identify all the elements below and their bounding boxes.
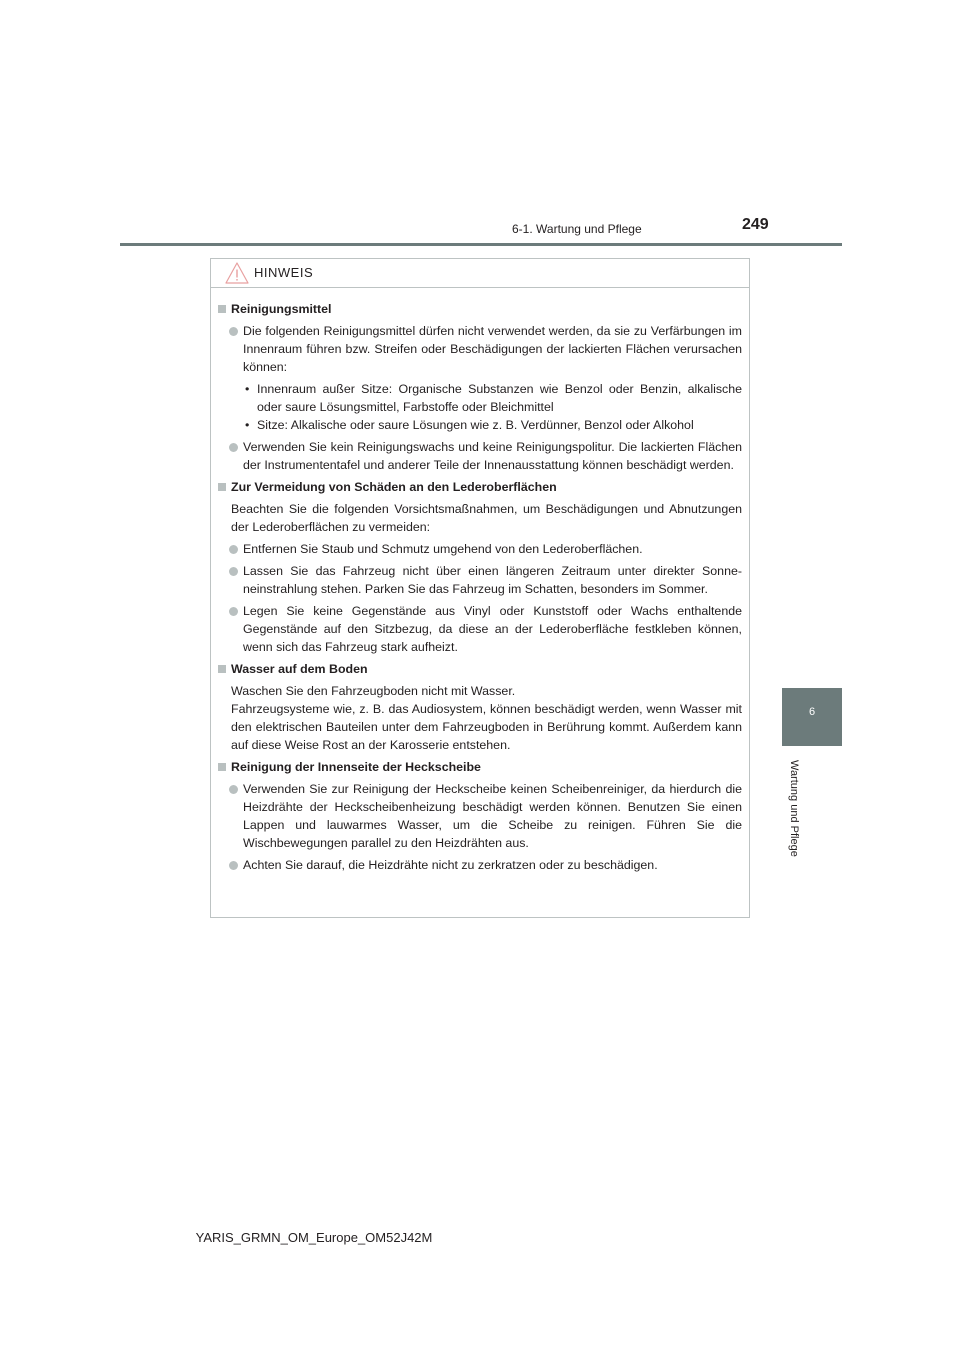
warning-triangle-icon bbox=[225, 262, 249, 284]
section-heading-text: Wasser auf dem Boden bbox=[231, 662, 368, 676]
notice-title: HINWEIS bbox=[254, 265, 314, 280]
section-title: 6-1. Wartung und Pflege bbox=[512, 222, 642, 236]
circle-bullet-icon bbox=[229, 785, 238, 794]
dot-bullet-icon: • bbox=[245, 418, 250, 432]
circle-bullet-icon bbox=[229, 567, 238, 576]
section-heading bbox=[218, 300, 742, 318]
chapter-tab bbox=[782, 688, 842, 746]
chapter-number: 6 bbox=[808, 706, 816, 718]
circle-bullet-icon bbox=[229, 443, 238, 452]
circle-bullet-icon bbox=[229, 607, 238, 616]
square-bullet-icon bbox=[218, 483, 226, 491]
list-item bbox=[218, 540, 742, 558]
circle-bullet-icon bbox=[229, 545, 238, 554]
list-item-text: Die folgenden Reinigungsmittel dürfen nicht verwendet werden, da sie zu Verfärbungen im Innenraum führen bzw. Streifen oder Beschädigungen der lackierten Flächen verursachen können: bbox=[243, 324, 742, 374]
circle-bullet-icon bbox=[229, 327, 238, 336]
section-heading bbox=[218, 758, 742, 776]
circle-bullet-icon bbox=[229, 861, 238, 870]
page-number: 249 bbox=[742, 216, 769, 233]
paragraph: Fahrzeugsysteme wie, z. B. das Audiosystem, können beschädigt werden, wenn Wasser mit den elektrischen Bauteilen unter dem Fahrzeugboden in Berührung kommt. Außerdem kann auf diese Weise Rost an der Karosserie entstehen. bbox=[231, 702, 742, 752]
sub-list-item-text: Innenraum außer Sitze: Organische Substanzen wie Benzol oder Benzin, alkalische oder saure Lösungsmittel, Farbstoffe oder Bleichmittel bbox=[257, 382, 742, 414]
list-item-text: Achten Sie darauf, die Heizdrähte nicht zu zerkratzen oder zu beschädigen. bbox=[243, 858, 658, 872]
paragraph: Waschen Sie den Fahrzeugboden nicht mit Wasser. bbox=[231, 684, 516, 698]
list-item-text: Entfernen Sie Staub und Schmutz umgehend von den Lederoberflächen. bbox=[243, 542, 643, 556]
header-rule bbox=[120, 243, 842, 246]
square-bullet-icon bbox=[218, 305, 226, 313]
list-item-text: Lassen Sie das Fahrzeug nicht über einen längeren Zeitraum unter direkter Sonneneinstrahlung stehen. Parken Sie das Fahrzeug im Schatten, besonders im Sommer. bbox=[243, 564, 742, 596]
list-item bbox=[218, 780, 742, 852]
paragraph: Beachten Sie die folgenden Vorsichtsmaßnahmen, um Beschädigungen und Abnutzungen der Lederoberflächen zu vermeiden: bbox=[231, 502, 742, 534]
list-item bbox=[218, 562, 742, 598]
square-bullet-icon bbox=[218, 763, 226, 771]
notice-body bbox=[211, 288, 749, 874]
sub-list-item-text: Sitze: Alkalische oder saure Lösungen wie z. B. Verdünner, Benzol oder Alkohol bbox=[257, 418, 694, 432]
list-item bbox=[218, 856, 742, 874]
list-item-text: Legen Sie keine Gegenstände aus Vinyl oder Kunststoff oder Wachs enthaltende Gegenstände auf den Sitzbezug, da diese an der Lederoberfläche festkleben können, wenn sich das Fahrzeug stark aufheizt. bbox=[243, 604, 742, 654]
section-heading bbox=[218, 660, 742, 678]
square-bullet-icon bbox=[218, 665, 226, 673]
list-item bbox=[218, 438, 742, 474]
section-heading bbox=[218, 478, 742, 496]
dot-bullet-icon: • bbox=[245, 382, 250, 396]
document-code: YARIS_GRMN_OM_Europe_OM52J42M bbox=[195, 1230, 433, 1245]
sub-list-item bbox=[218, 416, 742, 434]
list-item-text: Verwenden Sie zur Reinigung der Heckscheibe keinen Scheibenreiniger, da hierdurch die Heizdrähte der Heckscheibenheizung beschädigt werden können. Benutzen Sie einen Lappen und lauwarmes Wasser, um die Scheibe zu reinigen. Führen Sie die Wischbewegungen parallel zu den Heizdrähten aus. bbox=[243, 782, 742, 850]
chapter-label: Wartung und Pflege bbox=[788, 760, 800, 857]
notice-box bbox=[210, 258, 750, 918]
list-item bbox=[218, 602, 742, 656]
section-heading-text: Reinigungsmittel bbox=[231, 302, 332, 316]
section-heading-text: Zur Vermeidung von Schäden an den Lederoberflächen bbox=[231, 480, 557, 494]
sub-list-item bbox=[218, 380, 742, 416]
section-heading-text: Reinigung der Innenseite der Heckscheibe bbox=[231, 760, 481, 774]
notice-header bbox=[211, 259, 749, 288]
list-item bbox=[218, 322, 742, 376]
list-item-text: Verwenden Sie kein Reinigungswachs und keine Reinigungspolitur. Die lackierten Flächen der Instrumententafel und anderer Teile der Innenausstattung können beschädigt werden. bbox=[243, 440, 742, 472]
